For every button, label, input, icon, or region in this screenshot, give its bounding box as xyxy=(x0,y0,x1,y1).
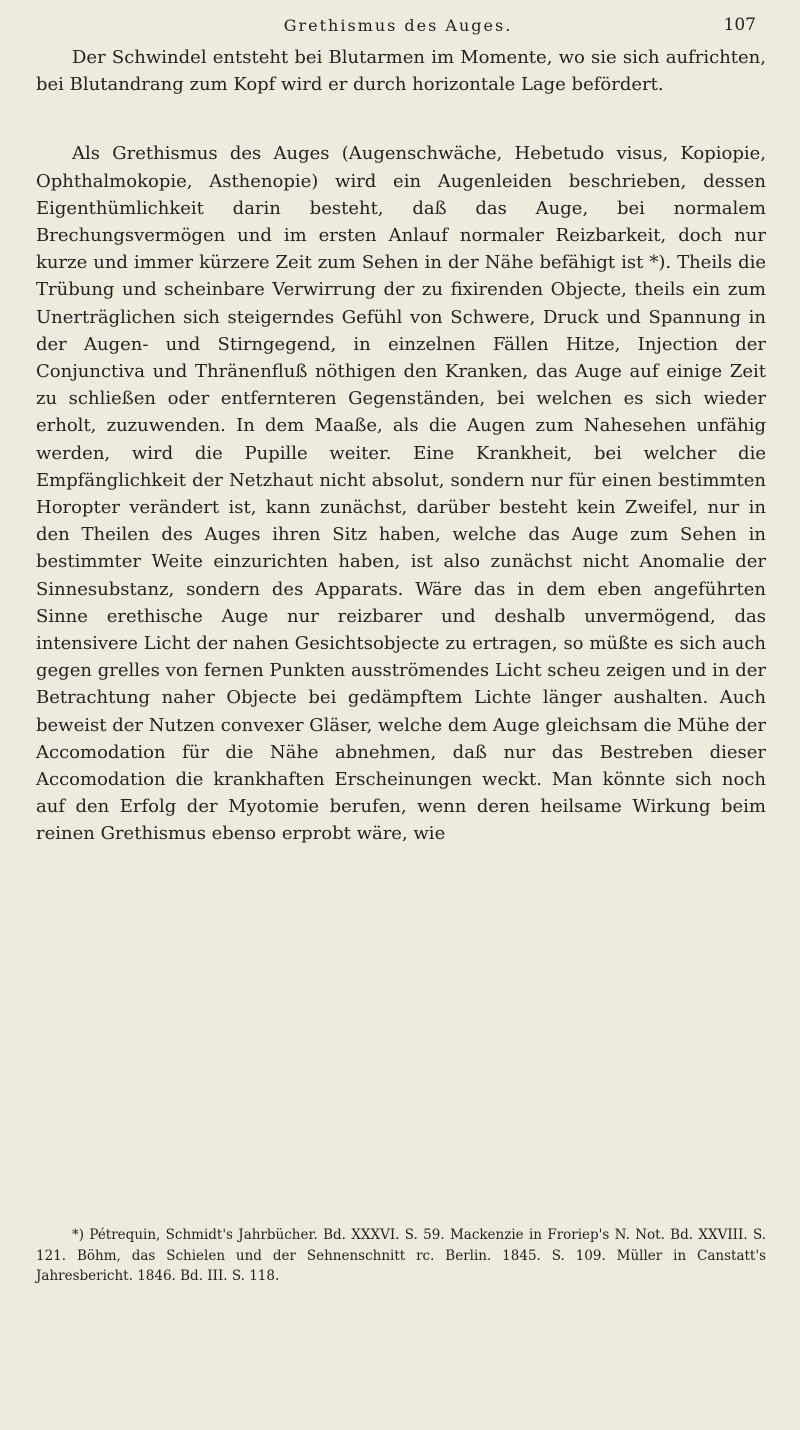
running-title: Grethismus des Auges. xyxy=(283,16,513,35)
body-text xyxy=(36,44,766,848)
page-number: 107 xyxy=(723,15,756,35)
running-header xyxy=(40,8,756,40)
paragraph: Als Grethismus des Auges (Augenschwäche, Hebetudo visus, Kopiopie, Ophthalmokopie, Asthenopie) wird ein Augenleiden beschrieben, dessen Eigenthümlichkeit darin besteht, daß das Auge, bei normalem Brechungsvermögen und im ersten Anlauf normaler Reizbarkeit, doch nur kurze und immer kürzere Zeit zum Sehen in der Nähe befähigt ist *). Theils die Trübung und scheinbare Verwirrung der zu fixirenden Objecte, theils ein zum Unerträglichen sich steigerndes Gefühl von Schwere, Druck und Spannung in der Augen- und Stirngegend, in einzelnen Fällen Hitze, Injection der Conjunctiva und Thränenfluß nöthigen den Kranken, das Auge auf einige Zeit zu schließen oder entfernteren Gegenständen, bei welchen es sich wieder erholt, zuzuwenden. In dem Maaße, als die Augen zum Nahesehen unfähig werden, wird die Pupille weiter. Eine Krankheit, bei welcher die Empfänglichkeit der Netzhaut nicht absolut, sondern nur für einen bestimmten Horopter verändert ist, kann zunächst, darüber besteht kein Zweifel, nur in den Theilen des Auges ihren Sitz haben, welche das Auge zum Sehen in bestimmter Weite einzurichten haben, ist also zunächst nicht Anomalie der Sinnesubstanz, sondern des Apparats. Wäre das in dem eben angeführten Sinne erethische Auge nur reizbarer und deshalb unvermögend, das intensivere Licht der nahen Gesichtsobjecte zu ertragen, so müßte es sich auch gegen grelles von fernen Punkten ausströmendes Licht scheu zeigen und in der Betrachtung naher Objecte bei gedämpftem Lichte länger aushalten. Auch beweist der Nutzen convexer Gläser, welche dem Auge gleichsam die Mühe der Accomodation für die Nähe abnehmen, daß nur das Bestreben dieser Accomodation die krankhaften Erscheinungen weckt. Man könnte sich noch auf den Erfolg der Myotomie berufen, wenn deren heilsame Wirkung beim reinen Grethismus ebenso erprobt wäre, wie xyxy=(36,143,766,845)
footnote: *) Pétrequin, Schmidt's Jahrbücher. Bd. XXXVI. S. 59. Mackenzie in Froriep's N. Not. Bd. XXVIII. S. 121. Böhm, das Schielen und der Sehnenschnitt rc. Berlin. 1845. S. 109. Müller in Canstatt's Jahresbericht. 1846. Bd. III. S. 118. xyxy=(36,1227,766,1284)
paragraph: Der Schwindel entsteht bei Blutarmen im Momente, wo sie sich aufrichten, bei Blutandrang zum Kopf wird er durch horizontale Lage befördert. xyxy=(36,47,766,96)
